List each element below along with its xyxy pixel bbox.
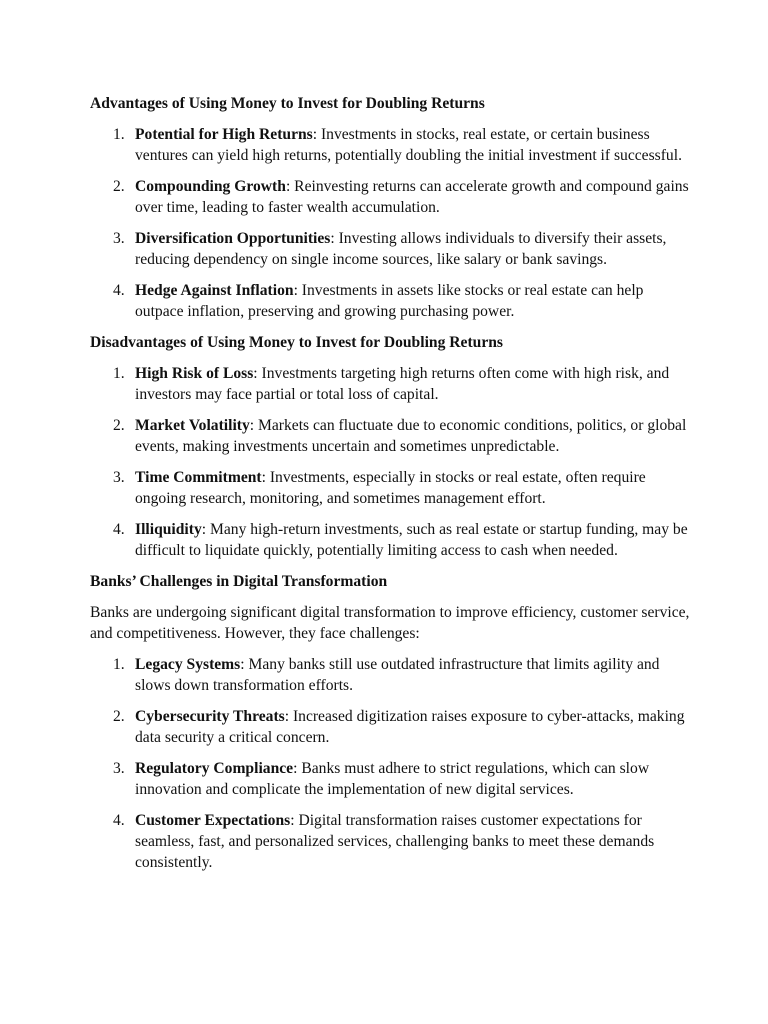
item-text: : Investments, especially in stocks or real estate, often require ongoing research, monitoring, and sometimes management effort. [135,469,646,507]
item-term: Compounding Growth [135,178,286,195]
advantages-list [90,124,690,322]
item-term: Legacy Systems [135,656,241,673]
item-text: : Many high-return investments, such as real estate or startup funding, may be difficult to liquidate quickly, potentially limiting access to cash when needed. [135,521,688,559]
list-item [90,228,690,270]
list-number: 1. [113,126,125,143]
section-heading-disadvantages: Disadvantages of Using Money to Invest for Doubling Returns [90,334,503,351]
list-number: 4. [113,812,125,829]
item-term: Potential for High Returns [135,126,313,143]
list-number: 2. [113,178,125,195]
item-text: : Investments targeting high returns often come with high risk, and investors may face partial or total loss of capital. [135,365,670,403]
section-heading-advantages: Advantages of Using Money to Invest for Doubling Returns [90,95,485,112]
list-item [90,363,690,405]
item-term: Market Volatility [135,417,250,434]
item-term: Time Commitment [135,469,262,486]
list-item [90,810,690,873]
list-item [90,176,690,218]
item-text: : Reinvesting returns can accelerate growth and compound gains over time, leading to faster wealth accumulation. [135,178,689,216]
item-text: : Markets can fluctuate due to economic conditions, politics, or global events, making investments uncertain and sometimes unpredictable. [135,417,687,455]
list-number: 4. [113,282,125,299]
list-number: 3. [113,469,125,486]
item-text: : Investing allows individuals to diversify their assets, reducing dependency on single income sources, like salary or bank savings. [135,230,667,268]
list-number: 1. [113,656,125,673]
list-item [90,467,690,509]
list-item [90,654,690,696]
item-text: : Many banks still use outdated infrastructure that limits agility and slows down transformation efforts. [135,656,660,694]
item-term: Hedge Against Inflation [135,282,294,299]
item-text: : Increased digitization raises exposure to cyber-attacks, making data security a critical concern. [135,708,685,746]
list-number: 2. [113,417,125,434]
item-term: Illiquidity [135,521,202,538]
list-number: 2. [113,708,125,725]
list-number: 4. [113,521,125,538]
disadvantages-list [90,363,690,561]
item-text: : Digital transformation raises customer expectations for seamless, fast, and personalized services, challenging banks to meet these demands consistently. [135,812,655,871]
section-intro-paragraph: Banks are undergoing significant digital transformation to improve efficiency, customer service, and competitiveness. However, they face challenges: [90,604,690,642]
item-text: : Banks must adhere to strict regulations, which can slow innovation and complicate the implementation of new digital services. [135,760,650,798]
document-page [90,93,690,883]
item-text: : Investments in stocks, real estate, or certain business ventures can yield high returns, potentially doubling the initial investment if successful. [135,126,682,164]
item-term: Diversification Opportunities [135,230,331,247]
list-item [90,124,690,166]
item-term: Cybersecurity Threats [135,708,285,725]
list-number: 1. [113,365,125,382]
list-item [90,415,690,457]
list-number: 3. [113,230,125,247]
item-term: Customer Expectations [135,812,291,829]
section-heading-banks-challenges: Banks’ Challenges in Digital Transformation [90,573,388,590]
list-number: 3. [113,760,125,777]
list-item [90,706,690,748]
item-term: Regulatory Compliance [135,760,294,777]
banks-challenges-list [90,654,690,873]
item-text: : Investments in assets like stocks or real estate can help outpace inflation, preserving and growing purchasing power. [135,282,644,320]
list-item [90,758,690,800]
list-item [90,519,690,561]
list-item [90,280,690,322]
item-term: High Risk of Loss [135,365,254,382]
